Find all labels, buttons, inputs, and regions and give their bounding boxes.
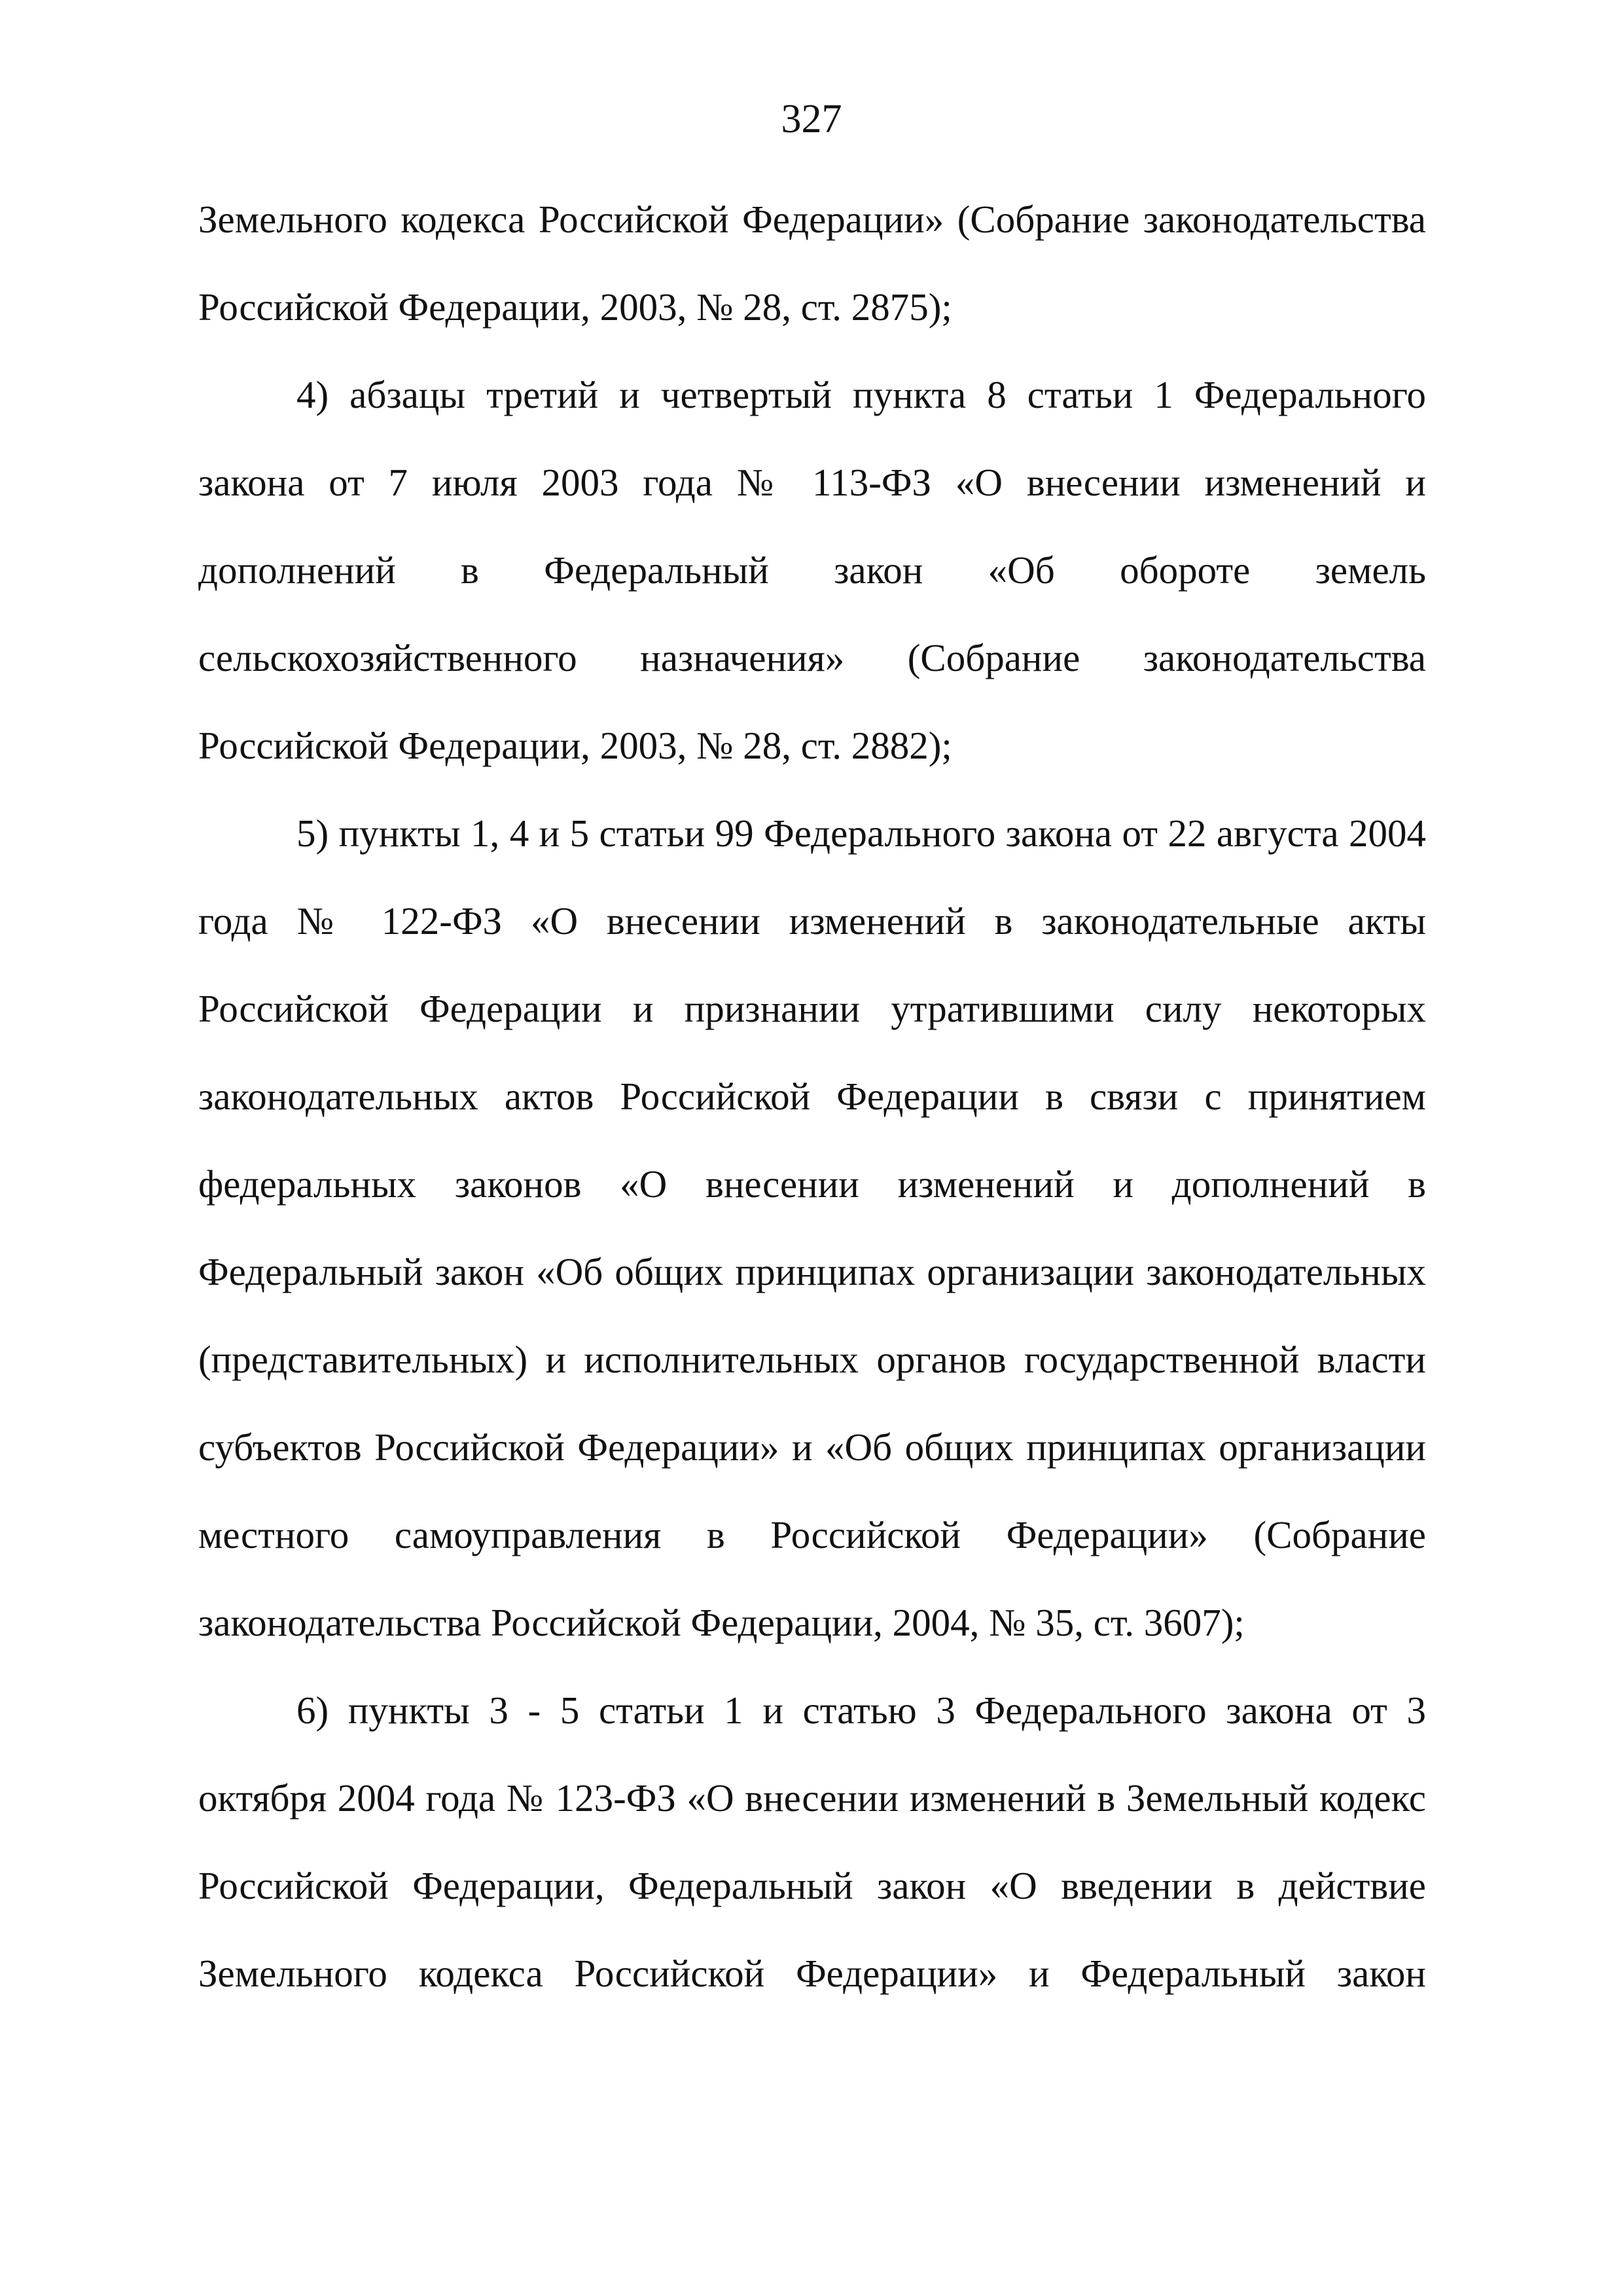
paragraph-item-5: 5) пункты 1, 4 и 5 статьи 99 Федерального закона от 22 августа 2004 года № 122-ФЗ «О внесении изменений в законодательные акты Российской Федерации и признании утратившими силу некоторых законодательных актов Российской Федерации в связи с принятием федеральных законов «О внесении изменений и дополнений в Федеральный закон «Об общих принципах организации законодательных (представительных) и исполнительных органов государственной власти субъектов Российской Федерации» и «Об общих принципах организации местного самоуправления в Российской Федерации» (Собрание законодательства Российской Федерации, 2004, № 35, ст. 3607); (198, 812, 1426, 1644)
paragraph-item-4: 4) абзацы третий и четвертый пункта 8 статьи 1 Федерального закона от 7 июля 2003 года № 113-ФЗ «О внесении изменений и дополнений в Федеральный закон «Об обороте земель сельскохозяйственного назначения» (Собрание законодательства Российской Федерации, 2003, № 28, ст. 2882); (198, 373, 1426, 767)
document-body (198, 175, 1426, 2017)
paragraph-continuation: Земельного кодекса Российской Федерации» (Собрание законодательства Российской Федерации, 2003, № 28, ст. 2875); (198, 198, 1426, 329)
page-number: 327 (781, 97, 842, 141)
paragraph-item-6: 6) пункты 3 - 5 статьи 1 и статью 3 Федерального закона от 3 октября 2004 года № 123-ФЗ «О внесении изменений в Земельный кодекс Российской Федерации, Федеральный закон «О введении в действие Земельного кодекса Российской Федерации» и Федеральный закон (198, 1689, 1426, 1995)
